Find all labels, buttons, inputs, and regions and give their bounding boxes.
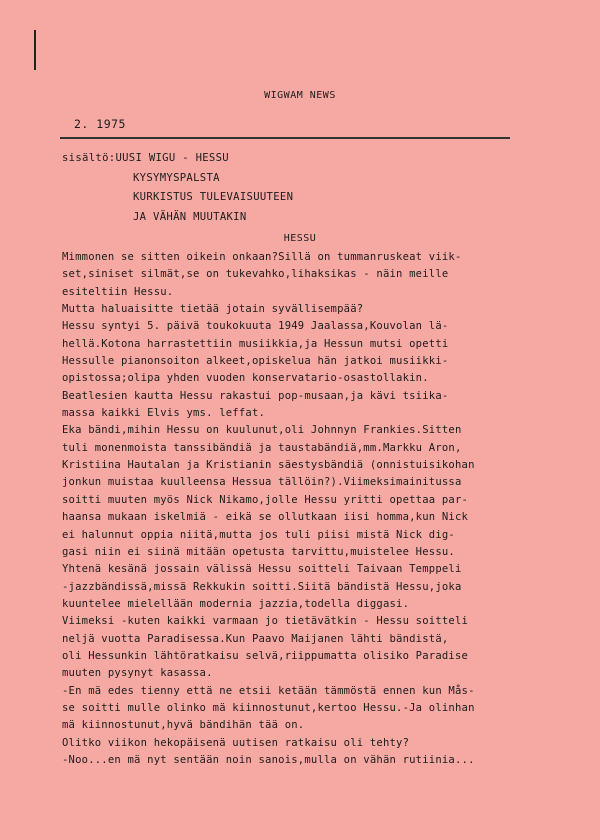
article-line: -En mä edes tienny että ne etsii ketään tämmöstä ennen kun Mås- (62, 684, 475, 697)
article-line: neljä vuotta Paradisessa.Kun Paavo Maijanen lähti bändistä, (62, 632, 449, 645)
article-line: oli Hessunkin lähtöratkaisu selvä,riippumatta olisiko Paradise (62, 649, 469, 662)
article-line: muuten pysynyt kasassa. (62, 667, 213, 680)
article-line: -Noo...en mä nyt sentään noin sanois,mulla on vähän rutiinia... (62, 753, 475, 766)
article-line: Kristiina Hautalan ja Kristianin säestysbändiä (onnistuisikohan (62, 459, 475, 472)
article-title: HESSU (283, 233, 317, 244)
article-line: set,siniset silmät,se on tukevahko,lihaksikas - näin meille (62, 268, 449, 281)
article-line: Eka bändi,mihin Hessu on kuulunut,oli Johnnyn Frankies.Sitten (62, 424, 462, 437)
article-line: Viimeksi -kuten kaikki varmaan jo tietävätkin - Hessu soitteli (62, 615, 469, 628)
article-line: -jazzbändissä,missä Rekkukin soitti.Siitä bändistä Hessu,joka (62, 580, 462, 593)
article-body (62, 249, 542, 769)
article-line: Beatlesien kautta Hessu rakastui pop-musaan,ja kävi tsiika- (62, 389, 449, 402)
article-line: esiteltiin Hessu. (62, 285, 174, 298)
article-line: massa kaikki Elvis yms. leffat. (62, 407, 266, 420)
article-line: tuli monenmoista tanssibändiä ja taustabändiä,mm.Markku Aron, (62, 441, 462, 454)
article-line: haansa mukaan iskelmiä - eikä se ollutkaan iisi homma,kun Nick (62, 511, 469, 524)
toc-row (62, 149, 293, 169)
margin-mark (34, 30, 36, 70)
article-line: opistossa;olipa yhden vuoden konservatario-osastollakin. (62, 372, 429, 385)
toc-label: sisältö: (62, 152, 116, 164)
article-line: Mimmonen se sitten oikein onkaan?Sillä on tummanruskeat viik- (62, 251, 462, 263)
article-line: kuuntelee mielellään modernia jazzia,todella diggasi. (62, 597, 410, 610)
article-line: ei halunnut oppia niitä,mutta jos tuli piisi mistä Nick dig- (62, 528, 455, 541)
toc-item: KYSYMYSPALSTA (133, 171, 220, 184)
header-rule (60, 137, 510, 139)
toc-item: JA VÄHÄN MUUTAKIN (133, 210, 247, 223)
issue-number: 2. 1975 (74, 117, 126, 131)
article-line: mä kiinnostunut,hyvä bändihän tää on. (62, 719, 305, 732)
article-line: Mutta haluaisitte tietää jotain syvällisempää? (62, 303, 364, 316)
article-line: Olitko viikon hekopäisenä uutisen ratkaisu oli tehty? (62, 736, 410, 749)
article-line: Hessu syntyi 5. päivä toukokuuta 1949 Jaalassa,Kouvolan lä- (62, 320, 449, 333)
article-line: jonkun muistaa kuulleensa Hessua tällöin?).Viimeksimainitussa (62, 476, 462, 489)
masthead: WIGWAM NEWS (264, 90, 336, 101)
article-line: Hessulle pianonsoiton alkeet,opiskelua hän jatkoi musiikki- (62, 355, 449, 368)
article-line: Yhtenä kesänä jossain välissä Hessu soitteli Taivaan Temppeli (62, 563, 462, 576)
table-of-contents (62, 149, 293, 227)
article-line: gasi niin ei siinä mitään opetusta tarvittu,muistelee Hessu. (62, 545, 455, 558)
toc-item: UUSI WIGU - HESSU (115, 152, 229, 164)
article-line: soitti muuten myös Nick Nikamo,jolle Hessu yritti opettaa par- (62, 493, 469, 506)
article-line: se soitti mulle olinko mä kiinnostunut,kertoo Hessu.-Ja olinhan (62, 701, 475, 714)
toc-item: KURKISTUS TULEVAISUUTEEN (133, 191, 294, 203)
article-line: hellä.Kotona harrastettiin musiikkia,ja Hessun mutsi opetti (62, 337, 449, 350)
